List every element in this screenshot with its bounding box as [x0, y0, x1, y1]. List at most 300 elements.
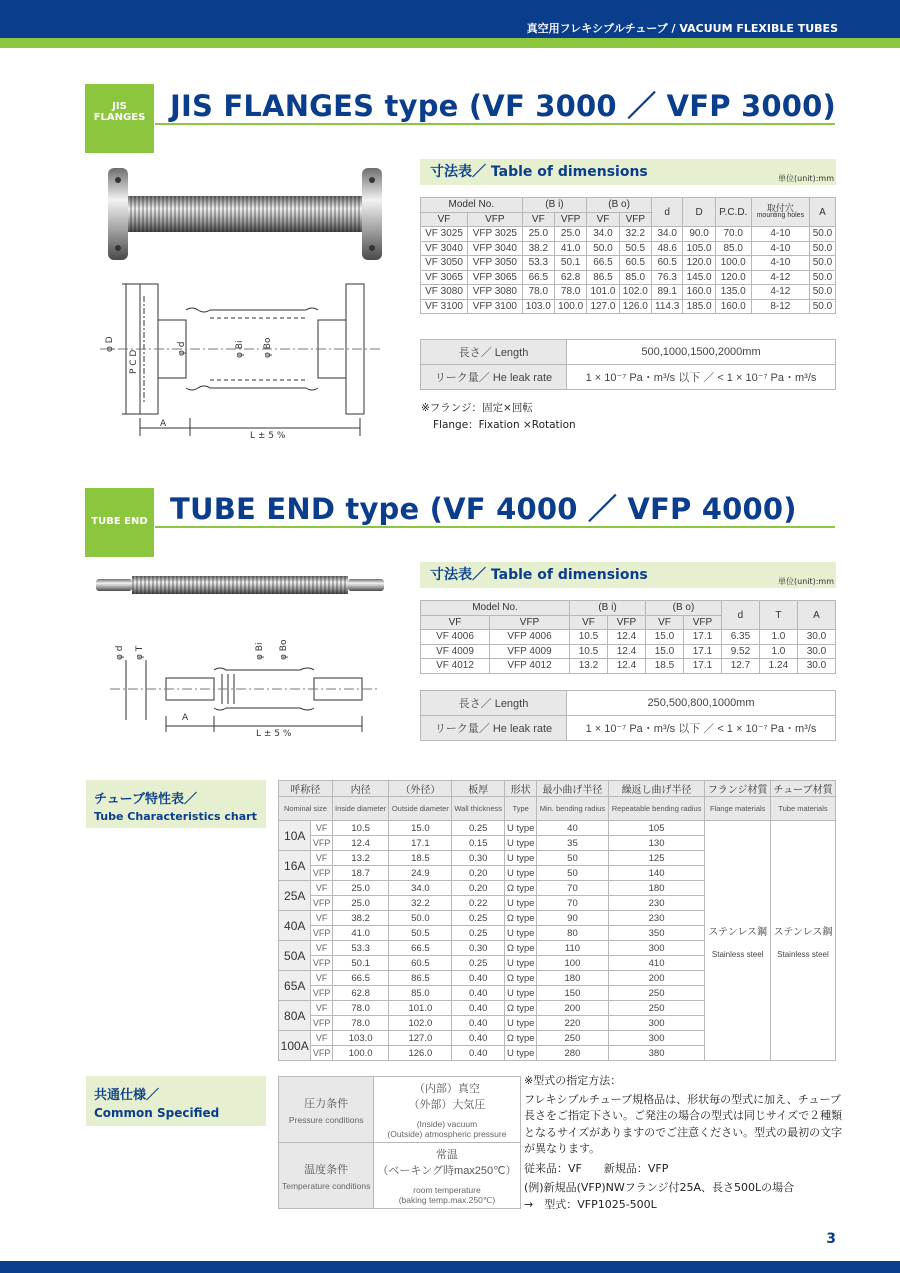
table-cell: VFP 3040: [468, 241, 523, 256]
chart-cell: 0.30: [452, 941, 505, 956]
table-cell: 6.35: [721, 630, 759, 645]
table-cell: 120.0: [683, 256, 715, 271]
model-spec-notes: [524, 1073, 844, 1213]
chart-cell: VFP: [311, 1016, 332, 1031]
chart-cell: 230: [608, 896, 705, 911]
chart-cell: 80: [537, 926, 608, 941]
chart-cell: 0.25: [452, 926, 505, 941]
chart-header-en-cell: Tube materials: [770, 797, 835, 821]
chart-cell: 17.1: [389, 836, 452, 851]
chart-cell: VF: [311, 971, 332, 986]
chart-cell: 300: [608, 1016, 705, 1031]
table-cell: 62.8: [554, 270, 586, 285]
nominal-size-cell: 50A: [279, 941, 311, 971]
tube-th-model: Model No.: [421, 601, 570, 616]
chart-header-cell: 形状: [505, 781, 537, 797]
chart-cell: 15.0: [389, 821, 452, 836]
tube-th-bo-vf: VF: [645, 615, 683, 630]
table-cell: 48.6: [651, 241, 682, 256]
table-row: [421, 241, 836, 256]
flange-material-cell: [705, 821, 771, 1061]
chart-cell: 105: [608, 821, 705, 836]
chart-cell: 40: [537, 821, 608, 836]
table-cell: 32.2: [619, 227, 651, 242]
chart-header-en-cell: Min. bending radius: [537, 797, 608, 821]
jis-dim-D: φ D: [105, 336, 115, 352]
chart-cell: 0.40: [452, 1031, 505, 1046]
table-cell: 50.0: [809, 285, 835, 300]
table-cell: 70.0: [715, 227, 751, 242]
table-cell: VF 3080: [421, 285, 468, 300]
table-cell: 12.7: [721, 659, 759, 674]
table-cell: 53.3: [522, 256, 554, 271]
table-cell: 12.4: [607, 644, 645, 659]
table-cell: VFP 4012: [490, 659, 570, 674]
chart-cell: VF: [311, 821, 332, 836]
table-cell: 1.0: [759, 644, 797, 659]
table-cell: VF 3025: [421, 227, 468, 242]
chart-header-cell: フランジ材質: [705, 781, 771, 797]
tube-end-drawing: [110, 630, 380, 740]
pressure-value-1: （内部）真空: [413, 1082, 480, 1095]
chart-cell: 410: [608, 956, 705, 971]
table-cell: 135.0: [715, 285, 751, 300]
jis-dim-pcd: P C D: [129, 349, 139, 374]
chart-header-cell: （外径）: [389, 781, 452, 797]
table-cell: 1.24: [759, 659, 797, 674]
chart-cell: U type: [505, 896, 537, 911]
table-cell: VFP 3025: [468, 227, 523, 242]
jis-table-body: [421, 227, 836, 314]
chart-cell: Ω type: [505, 1031, 537, 1046]
chart-cell: VF: [311, 851, 332, 866]
table-cell: 66.5: [587, 256, 619, 271]
table-cell: 12.4: [607, 630, 645, 645]
table-cell: 4-12: [751, 270, 809, 285]
chart-cell: Ω type: [505, 971, 537, 986]
chart-cell: 380: [608, 1046, 705, 1061]
table-cell: 15.0: [645, 644, 683, 659]
chart-cell: 125: [608, 851, 705, 866]
chart-cell: 0.22: [452, 896, 505, 911]
chart-heading-jp: チューブ特性表／: [94, 792, 197, 807]
chart-cell: VFP: [311, 1046, 332, 1061]
chart-cell: 50.5: [389, 926, 452, 941]
chart-cell: 53.3: [332, 941, 389, 956]
jis-flange-note: [421, 400, 576, 434]
table-cell: VFP 3065: [468, 270, 523, 285]
table-cell: 160.0: [683, 285, 715, 300]
temp-value-en-1: room temperature: [413, 1184, 481, 1195]
tube-dim-bo: φ Bo: [279, 639, 289, 660]
th-A: A: [809, 198, 835, 227]
jis-dim-bi: φ Bi: [235, 340, 245, 358]
chart-header-en-cell: Nominal size: [279, 797, 333, 821]
material-en: Stainless steel: [711, 949, 764, 959]
table-cell: 114.3: [651, 299, 682, 314]
chart-cell: Ω type: [505, 911, 537, 926]
chart-cell: 86.5: [389, 971, 452, 986]
chart-cell: 0.40: [452, 986, 505, 1001]
chart-cell: U type: [505, 1046, 537, 1061]
jis-length-label: 長さ／ Length: [421, 340, 567, 365]
chart-cell: 200: [537, 1001, 608, 1016]
table-cell: 101.0: [587, 285, 619, 300]
pressure-value-en-2: (Outside) atmospheric pressure: [387, 1128, 507, 1139]
notes-body: フレキシブルチューブ規格品は、形状毎の型式に加え、チューブ長さをご指定下さい。ご発注の場合の型式は同じサイズで２種類となるサイズがありますのでご注意ください。型式の最初の文字が異なります。: [524, 1092, 843, 1155]
material-jp: ステンレス鋼: [708, 926, 768, 938]
jis-dimensions-table: [420, 197, 836, 314]
tube-end-photo: [96, 574, 384, 596]
chart-cell: 126.0: [389, 1046, 452, 1061]
table-cell: VF 4006: [421, 630, 490, 645]
tube-table-body: [421, 630, 836, 674]
table-row: [421, 256, 836, 271]
table-cell: 10.5: [570, 630, 608, 645]
table-cell: VFP 3080: [468, 285, 523, 300]
chart-cell: 0.20: [452, 881, 505, 896]
table-cell: 60.5: [651, 256, 682, 271]
chart-cell: 34.0: [389, 881, 452, 896]
nominal-size-cell: 80A: [279, 1001, 311, 1031]
table-cell: 17.1: [683, 659, 721, 674]
table-cell: 41.0: [554, 241, 586, 256]
section-rule-tube: [155, 526, 835, 528]
chart-cell: U type: [505, 1016, 537, 1031]
temp-label-jp: 温度条件: [304, 1163, 349, 1176]
tube-th-t: T: [759, 601, 797, 630]
table-cell: VF 4012: [421, 659, 490, 674]
jis-length-value: 500,1000,1500,2000mm: [567, 340, 836, 365]
chart-header-en: [279, 797, 836, 821]
chart-heading: [86, 780, 266, 828]
pressure-label-en: Pressure conditions: [288, 1114, 364, 1125]
pressure-label: [279, 1077, 374, 1143]
tube-leak-label: リーク量／ He leak rate: [421, 716, 567, 741]
chart-cell: 70: [537, 881, 608, 896]
tube-leak-value: 1 × 10⁻⁷ Pa・m³/s 以下 ／ < 1 × 10⁻⁷ Pa・m³/s: [567, 716, 836, 741]
chart-cell: 150: [537, 986, 608, 1001]
table-row: [421, 659, 836, 674]
chart-cell: U type: [505, 956, 537, 971]
chart-cell: 250: [608, 986, 705, 1001]
chart-cell: 50.1: [332, 956, 389, 971]
section-rule-jis: [155, 123, 835, 125]
chart-cell: 13.2: [332, 851, 389, 866]
th-model: Model No.: [421, 198, 523, 213]
chart-heading-en: Tube Characteristics chart: [94, 810, 257, 823]
table-cell: 30.0: [797, 644, 835, 659]
tube-th-bi-vf: VF: [570, 615, 608, 630]
chart-cell: 78.0: [332, 1001, 389, 1016]
table-row: [421, 644, 836, 659]
table-cell: 120.0: [715, 270, 751, 285]
chart-cell: 32.2: [389, 896, 452, 911]
table-cell: 103.0: [522, 299, 554, 314]
th-holes-jp: 取付穴: [766, 203, 794, 213]
chart-cell: 250: [537, 1031, 608, 1046]
chart-cell: 62.8: [332, 986, 389, 1001]
jis-unit: 単位(unit):mm: [778, 174, 835, 183]
chart-cell: 66.5: [332, 971, 389, 986]
tube-th-d: d: [721, 601, 759, 630]
table-cell: 50.0: [809, 256, 835, 271]
jis-dim-title: 寸法表／ Table of dimensions: [420, 159, 836, 185]
chart-cell: 220: [537, 1016, 608, 1031]
table-cell: 34.0: [651, 227, 682, 242]
jis-leak-value: 1 × 10⁻⁷ Pa・m³/s 以下 ／ < 1 × 10⁻⁷ Pa・m³/s: [567, 365, 836, 390]
section-badge-jis: [85, 84, 154, 153]
chart-cell: 0.15: [452, 836, 505, 851]
temp-value-1: 常温: [435, 1148, 458, 1161]
chart-cell: 70: [537, 896, 608, 911]
tube-unit: 単位(unit):mm: [778, 577, 835, 586]
chart-cell: 60.5: [389, 956, 452, 971]
chart-cell: VF: [311, 1001, 332, 1016]
table-cell: 50.1: [554, 256, 586, 271]
chart-cell: 38.2: [332, 911, 389, 926]
chart-cell: 0.40: [452, 1016, 505, 1031]
table-cell: 78.0: [522, 285, 554, 300]
tube-length-table: [420, 690, 836, 741]
chart-cell: 101.0: [389, 1001, 452, 1016]
tube-dim-a: A: [182, 713, 189, 723]
th-vf: VF: [421, 212, 468, 227]
characteristics-table: [278, 780, 836, 1061]
table-cell: 78.0: [554, 285, 586, 300]
chart-header-cell: 最小曲げ半径: [537, 781, 608, 797]
chart-cell: Ω type: [505, 881, 537, 896]
chart-header-en-cell: Outside diameter: [389, 797, 452, 821]
table-cell: 25.0: [522, 227, 554, 242]
chart-cell: 78.0: [332, 1016, 389, 1031]
table-cell: VFP 4006: [490, 630, 570, 645]
table-cell: 126.0: [619, 299, 651, 314]
chart-cell: 0.30: [452, 851, 505, 866]
table-cell: 145.0: [683, 270, 715, 285]
tube-dim-l: L ± 5 %: [256, 729, 292, 739]
jis-dim-bo: φ Bo: [263, 337, 273, 358]
table-cell: 13.2: [570, 659, 608, 674]
jis-flange-note-jp: ※フランジ：固定×回転: [421, 402, 533, 414]
th-D: D: [683, 198, 715, 227]
table-cell: 85.0: [715, 241, 751, 256]
nominal-size-cell: 10A: [279, 821, 311, 851]
tube-th-bi-vfp: VFP: [607, 615, 645, 630]
table-cell: VF 3040: [421, 241, 468, 256]
table-cell: VF 3050: [421, 256, 468, 271]
section-title-jis: JIS FLANGES type (VF 3000 ／ VFP 3000): [170, 89, 836, 123]
notes-title: ※型式の指定方法：: [524, 1074, 622, 1087]
chart-cell: 50: [537, 866, 608, 881]
chart-header-en-cell: Repeatable bending radius: [608, 797, 705, 821]
chart-header-cell: 繰返し曲げ半径: [608, 781, 705, 797]
jis-dim-l: L ± 5 %: [250, 431, 286, 441]
tube-dim-bi: φ Bi: [255, 642, 265, 660]
tube-dim-t: φ T: [135, 645, 145, 660]
chart-cell: 0.40: [452, 1001, 505, 1016]
table-cell: 18.5: [645, 659, 683, 674]
chart-cell: 24.9: [389, 866, 452, 881]
section-badge-tube-label: TUBE END: [91, 516, 148, 527]
chart-cell: 100.0: [332, 1046, 389, 1061]
chart-cell: 0.40: [452, 971, 505, 986]
chart-cell: 18.7: [332, 866, 389, 881]
table-row: [421, 630, 836, 645]
chart-cell: VFP: [311, 986, 332, 1001]
chart-cell: 127.0: [389, 1031, 452, 1046]
chart-cell: 230: [608, 911, 705, 926]
chart-cell: VF: [311, 1031, 332, 1046]
chart-cell: 0.25: [452, 956, 505, 971]
chart-cell: 102.0: [389, 1016, 452, 1031]
pressure-value-en-1: (Inside) vacuum: [416, 1118, 478, 1129]
table-cell: VF 3065: [421, 270, 468, 285]
chart-header-en-cell: Wall thickness: [452, 797, 505, 821]
chart-cell: 350: [608, 926, 705, 941]
tube-th-bo: (B o): [645, 601, 721, 616]
th-bo-vf: VF: [587, 212, 619, 227]
table-cell: 25.0: [554, 227, 586, 242]
chart-cell: 300: [608, 941, 705, 956]
chart-cell: U type: [505, 836, 537, 851]
chart-cell: 50: [537, 851, 608, 866]
chart-cell: 0.20: [452, 866, 505, 881]
table-row: [421, 299, 836, 314]
jis-flange-note-en: Flange：Fixation ×Rotation: [433, 419, 576, 431]
chart-cell: 12.4: [332, 836, 389, 851]
table-cell: 38.2: [522, 241, 554, 256]
chart-cell: 200: [608, 971, 705, 986]
material-jp: ステンレス鋼: [773, 926, 833, 938]
common-heading-en: Common Specified: [94, 1106, 220, 1120]
chart-cell: 300: [608, 1031, 705, 1046]
chart-cell: 10.5: [332, 821, 389, 836]
table-cell: 10.5: [570, 644, 608, 659]
chart-cell: 180: [537, 971, 608, 986]
tube-length-value: 250,500,800,1000mm: [567, 691, 836, 716]
header-bar: [0, 0, 900, 38]
chart-header-cell: 内径: [332, 781, 389, 797]
table-cell: 50.0: [809, 270, 835, 285]
chart-header-cell: 板厚: [452, 781, 505, 797]
chart-cell: 110: [537, 941, 608, 956]
table-cell: 60.5: [619, 256, 651, 271]
chart-cell: 35: [537, 836, 608, 851]
table-cell: 100.0: [554, 299, 586, 314]
section-title-tube: TUBE END type (VF 4000 ／ VFP 4000): [170, 492, 797, 526]
tube-dim-d: φ d: [115, 645, 125, 660]
th-bi-vfp: VFP: [554, 212, 586, 227]
chart-cell: Ω type: [505, 1001, 537, 1016]
tube-th-vf: VF: [421, 615, 490, 630]
chart-cell: 66.5: [389, 941, 452, 956]
th-holes: [751, 198, 809, 227]
temp-value-2: （ベーキング時max250℃）: [377, 1164, 517, 1177]
chart-header-cell: 呼称径: [279, 781, 333, 797]
table-cell: 90.0: [683, 227, 715, 242]
section-badge-jis-label: JIS FLANGES: [93, 101, 146, 123]
table-row: [421, 227, 836, 242]
jis-drawing: [100, 278, 380, 443]
common-spec-table: [278, 1076, 521, 1209]
table-cell: 17.1: [683, 630, 721, 645]
chart-header-en-cell: Type: [505, 797, 537, 821]
chart-cell: VFP: [311, 866, 332, 881]
th-bo: (B o): [587, 198, 652, 213]
table-cell: 85.0: [619, 270, 651, 285]
table-row: [421, 285, 836, 300]
chart-cell: VF: [311, 941, 332, 956]
chart-cell: Ω type: [505, 941, 537, 956]
chart-cell: VFP: [311, 956, 332, 971]
chart-row: [279, 821, 836, 836]
chart-cell: 140: [608, 866, 705, 881]
table-cell: 4-10: [751, 227, 809, 242]
chart-cell: VFP: [311, 836, 332, 851]
tube-length-label: 長さ／ Length: [421, 691, 567, 716]
table-cell: VFP 3050: [468, 256, 523, 271]
jis-dim-a: A: [160, 419, 167, 429]
nominal-size-cell: 40A: [279, 911, 311, 941]
material-en: Stainless steel: [777, 949, 829, 959]
table-cell: 105.0: [683, 241, 715, 256]
tube-th-vfp: VFP: [490, 615, 570, 630]
notes-old-new: 従来品：VF 新規品：VFP: [524, 1161, 669, 1175]
tube-th-bo-vfp: VFP: [683, 615, 721, 630]
nominal-size-cell: 100A: [279, 1031, 311, 1061]
table-cell: 50.0: [809, 299, 835, 314]
nominal-size-cell: 25A: [279, 881, 311, 911]
table-cell: 4-10: [751, 256, 809, 271]
table-cell: 9.52: [721, 644, 759, 659]
th-bi-vf: VF: [522, 212, 554, 227]
table-cell: 160.0: [715, 299, 751, 314]
temp-value-en-2: (baking temp.max.250℃): [398, 1194, 496, 1205]
nominal-size-cell: 16A: [279, 851, 311, 881]
table-cell: VF 4009: [421, 644, 490, 659]
chart-cell: 0.25: [452, 821, 505, 836]
table-cell: 4-12: [751, 285, 809, 300]
chart-cell: VFP: [311, 926, 332, 941]
th-holes-en: mounting holes: [756, 212, 805, 219]
nominal-size-cell: 65A: [279, 971, 311, 1001]
jis-tube-photo: [98, 166, 394, 262]
th-d: d: [651, 198, 682, 227]
chart-cell: U type: [505, 926, 537, 941]
chart-cell: 25.0: [332, 881, 389, 896]
jis-length-table: [420, 339, 836, 390]
table-cell: 127.0: [587, 299, 619, 314]
header-stripe: [0, 38, 900, 48]
chart-cell: 50.0: [389, 911, 452, 926]
chart-cell: 130: [608, 836, 705, 851]
th-bi: (B i): [522, 198, 587, 213]
chart-cell: VF: [311, 881, 332, 896]
table-cell: 30.0: [797, 659, 835, 674]
chart-cell: 25.0: [332, 896, 389, 911]
chart-cell: 18.5: [389, 851, 452, 866]
table-cell: 50.0: [587, 241, 619, 256]
table-cell: 50.0: [809, 227, 835, 242]
table-cell: 76.3: [651, 270, 682, 285]
table-cell: 12.4: [607, 659, 645, 674]
header-title: 真空用フレキシブルチューブ / VACUUM FLEXIBLE TUBES: [526, 22, 838, 35]
temp-value: [374, 1143, 520, 1209]
table-cell: 8-12: [751, 299, 809, 314]
tube-material-cell: [770, 821, 835, 1061]
chart-cell: 100: [537, 956, 608, 971]
